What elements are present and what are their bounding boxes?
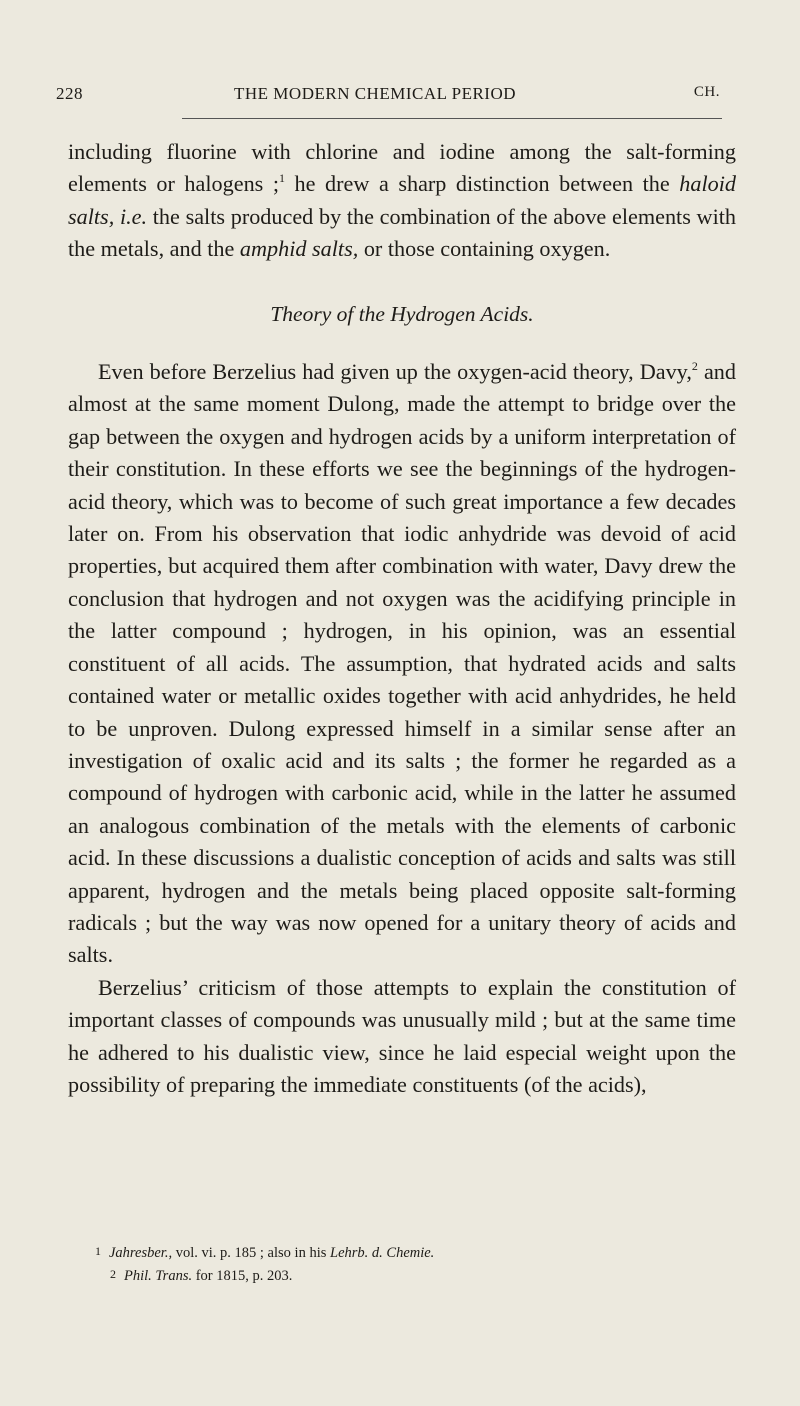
footnote-1 <box>95 1241 735 1264</box>
footnote-2-number: 2 <box>110 1267 116 1281</box>
footnote-1-text: vol. vi. p. 185 ; also in his <box>172 1245 330 1261</box>
paragraph-2-text-a: Even before Berzelius had given up the oxygen-acid theory, Davy, <box>98 359 692 385</box>
paragraph-1-text-d: or those containing oxygen. <box>358 236 611 262</box>
chapter-abbreviation: CH. <box>693 84 720 100</box>
haloid-salts-term: haloid salts, i.e. <box>68 171 736 229</box>
footnote-1-source-2: Lehrb. d. Chemie. <box>330 1245 435 1261</box>
paragraph-2 <box>68 356 736 972</box>
paragraph-2-text-b: and almost at the same moment Dulong, made the attempt to bridge over the gap between the oxygen and hydrogen acids by a uniform interpretation of their constitution. In these efforts we see the beginnings of the hydrogen-acid theory, which was to become of such great importance a few decades later on. From his observation that iodic anhydride was devoid of acid properties, but acquired them after combination with water, Davy drew the conclusion that hydrogen and not oxygen was the acidifying principle in the latter compound ; hydrogen, in his opinion, was an essential constituent of all acids. The assumption, that hydrated acids and salts contained water or metallic oxides together with acid anhydrides, he held to be unproven. Dulong expressed himself in a similar sense after an investigation of oxalic acid and its salts ; the former he regarded as a compound of hydrogen with carbonic acid, while in the latter he assumed an analogous combination of the metals with the elements of carbonic acid. In these discussions a dualistic conception of acids and salts was still apparent, hydrogen and the metals being placed opposite salt-forming radicals ; but the way was now opened for a unitary theory of acids and salts. <box>68 359 736 968</box>
paragraph-1 <box>68 136 736 266</box>
footnote-ref-1: 1 <box>279 171 286 186</box>
page-number: 228 <box>56 84 83 103</box>
footnote-1-number: 1 <box>95 1244 101 1258</box>
paragraph-1-text-a: including fluorine with chlorine and iodine among the salt-forming elements or halogens ; <box>68 139 736 197</box>
header-rule <box>182 118 722 119</box>
running-title: THE MODERN CHEMICAL PERIOD <box>234 84 517 103</box>
footnote-1-source: Jahresber., <box>109 1245 173 1261</box>
amphid-salts-term: amphid salts, <box>239 236 359 262</box>
paragraph-1-text-c: the salts produced by the combination of the above elements with the metals, and the <box>68 203 736 262</box>
section-heading: Theory of the Hydrogen Acids. <box>270 301 534 326</box>
footnotes <box>95 1241 735 1287</box>
footnote-ref-2: 2 <box>691 359 698 374</box>
paragraph-3: Berzelius’ criticism of those attempts to explain the constitution of important classes of compounds was unusually mild ; but at the same time he adhered to his dualistic view, since he laid especial weight upon the possibility of preparing the immediate constituents (of the acids), <box>68 974 736 1097</box>
running-header <box>56 84 720 112</box>
footnote-2 <box>95 1264 735 1287</box>
body-text <box>68 136 736 1101</box>
footnote-2-text: for 1815, p. 203. <box>192 1268 293 1284</box>
paragraph-1-text-b: he drew a sharp distinction between the <box>285 171 680 197</box>
footnote-2-source: Phil. Trans. <box>124 1268 193 1284</box>
